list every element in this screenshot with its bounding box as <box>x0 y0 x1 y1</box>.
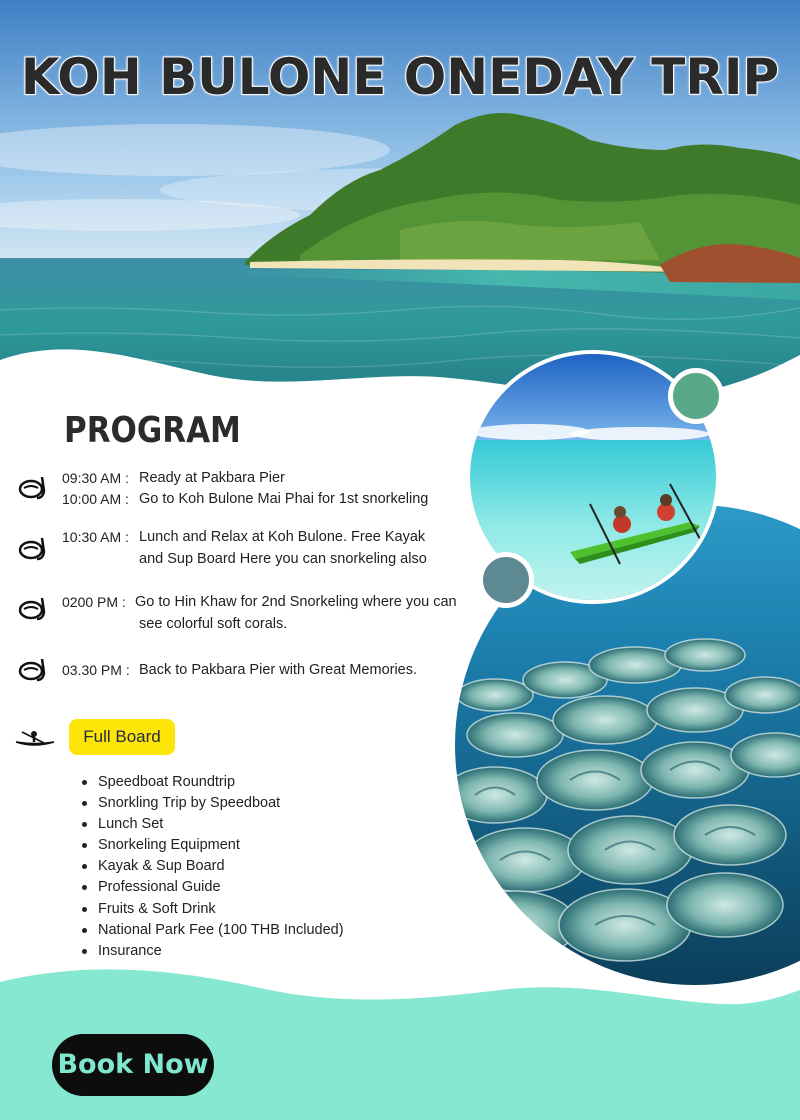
snorkel-mask-icon <box>18 473 50 501</box>
list-item: Snorkeling Equipment <box>80 835 344 856</box>
snorkel-mask-icon <box>18 534 50 562</box>
package-badge: Full Board <box>69 719 175 755</box>
schedule-text: Go to Hin Khaw for 2nd Snorkeling where you can <box>135 594 457 610</box>
program-heading: PROGRAM <box>64 410 241 451</box>
decorative-dot-green <box>668 368 724 424</box>
schedule-time: 10:30 AM : <box>62 529 129 545</box>
schedule-text: and Sup Board Here you can snorkeling also <box>139 551 427 567</box>
schedule-text: see colorful soft corals. <box>139 616 288 632</box>
list-item: Professional Guide <box>80 877 344 898</box>
snorkel-mask-icon <box>18 594 50 622</box>
snorkel-mask-icon <box>18 655 50 683</box>
schedule-time: 10:00 AM : <box>62 491 129 507</box>
decorative-dot-grey <box>478 552 534 608</box>
list-item: Fruits & Soft Drink <box>80 899 344 920</box>
list-item: Speedboat Roundtrip <box>80 772 344 793</box>
schedule-time: 0200 PM : <box>62 594 126 610</box>
list-item: Snorkling Trip by Speedboat <box>80 793 344 814</box>
list-item: Kayak & Sup Board <box>80 856 344 877</box>
schedule-text: Back to Pakbara Pier with Great Memories. <box>139 662 418 678</box>
schedule-text: Ready at Pakbara Pier <box>139 470 285 486</box>
inclusions-list <box>80 772 344 962</box>
schedule-text: Lunch and Relax at Koh Bulone. Free Kayak <box>139 529 426 545</box>
schedule-time: 03.30 PM : <box>62 662 130 678</box>
book-now-button[interactable]: Book Now <box>52 1034 214 1096</box>
list-item: Insurance <box>80 941 344 962</box>
list-item: National Park Fee (100 THB Included) <box>80 920 344 941</box>
page-title: KOH BULONE ONEDAY TRIP <box>20 48 780 106</box>
schedule-text: Go to Koh Bulone Mai Phai for 1st snorkeling <box>139 491 429 507</box>
list-item: Lunch Set <box>80 814 344 835</box>
kayak-icon <box>14 726 56 750</box>
schedule-time: 09:30 AM : <box>62 470 129 486</box>
